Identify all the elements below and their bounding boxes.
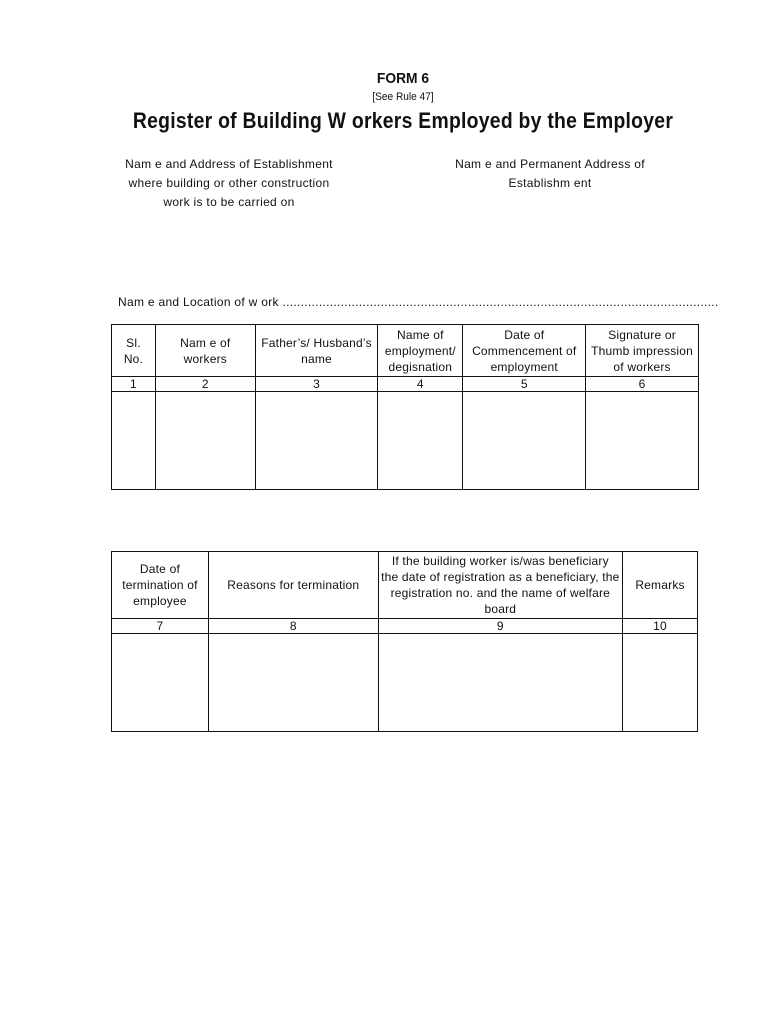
column-number: 2 <box>155 377 255 392</box>
register-table-1 <box>111 324 699 490</box>
entry-cell[interactable] <box>463 392 586 490</box>
establishment-address-label <box>118 155 340 212</box>
entry-cell[interactable] <box>586 392 699 490</box>
address-right-line: Establishm ent <box>508 176 592 190</box>
form-number: FORM 6 <box>376 70 430 87</box>
form-rule: [See Rule 47] <box>372 91 434 103</box>
header-sl-no: Sl. No. <box>112 325 156 377</box>
entry-cell[interactable] <box>623 634 698 732</box>
entry-cell[interactable] <box>378 392 463 490</box>
column-number: 6 <box>586 377 699 392</box>
address-left-line: Nam e and Address of Establishment <box>125 157 333 171</box>
address-right-line: Nam e and Permanent Address of <box>455 157 645 171</box>
header-beneficiary-registration: If the building worker is/was beneficiary the date of registration as a beneficiary, the registration no. and the name of welfare board <box>378 552 622 619</box>
header-father-husband-name: Father’s/ Husband’s name <box>255 325 378 377</box>
entry-cell[interactable] <box>255 392 378 490</box>
column-number: 8 <box>208 619 378 634</box>
permanent-address-label <box>440 155 660 193</box>
header-signature-thumb: Signature or Thumb impression of workers <box>586 325 699 377</box>
header-employment-designation: Name of employment/ degisnation <box>378 325 463 377</box>
form-title: Register of Building W orkers Employed by the Employer <box>132 108 674 133</box>
column-number: 1 <box>112 377 156 392</box>
header-date-of-termination: Date of termination of employee <box>112 552 209 619</box>
header-date-of-commencement: Date of Commencement of employment <box>463 325 586 377</box>
entry-cell[interactable] <box>378 634 622 732</box>
column-number-row <box>112 377 699 392</box>
entry-row <box>112 634 698 732</box>
table-header-row <box>112 325 699 377</box>
column-number: 10 <box>623 619 698 634</box>
register-table-2 <box>111 551 698 732</box>
column-number: 4 <box>378 377 463 392</box>
entry-cell[interactable] <box>112 634 209 732</box>
header-reasons-for-termination: Reasons for termination <box>208 552 378 619</box>
header-name-of-workers: Nam e of workers <box>155 325 255 377</box>
address-left-line: where building or other construction <box>128 176 330 190</box>
work-location-line: Nam e and Location of w ork ........................................................................................................................ <box>118 295 719 309</box>
entry-cell[interactable] <box>208 634 378 732</box>
column-number-row <box>112 619 698 634</box>
entry-cell[interactable] <box>112 392 156 490</box>
column-number: 9 <box>378 619 622 634</box>
column-number: 7 <box>112 619 209 634</box>
column-number: 3 <box>255 377 378 392</box>
header-remarks: Remarks <box>623 552 698 619</box>
column-number: 5 <box>463 377 586 392</box>
table-header-row <box>112 552 698 619</box>
entry-cell[interactable] <box>155 392 255 490</box>
entry-row <box>112 392 699 490</box>
address-left-line: work is to be carried on <box>163 195 295 209</box>
